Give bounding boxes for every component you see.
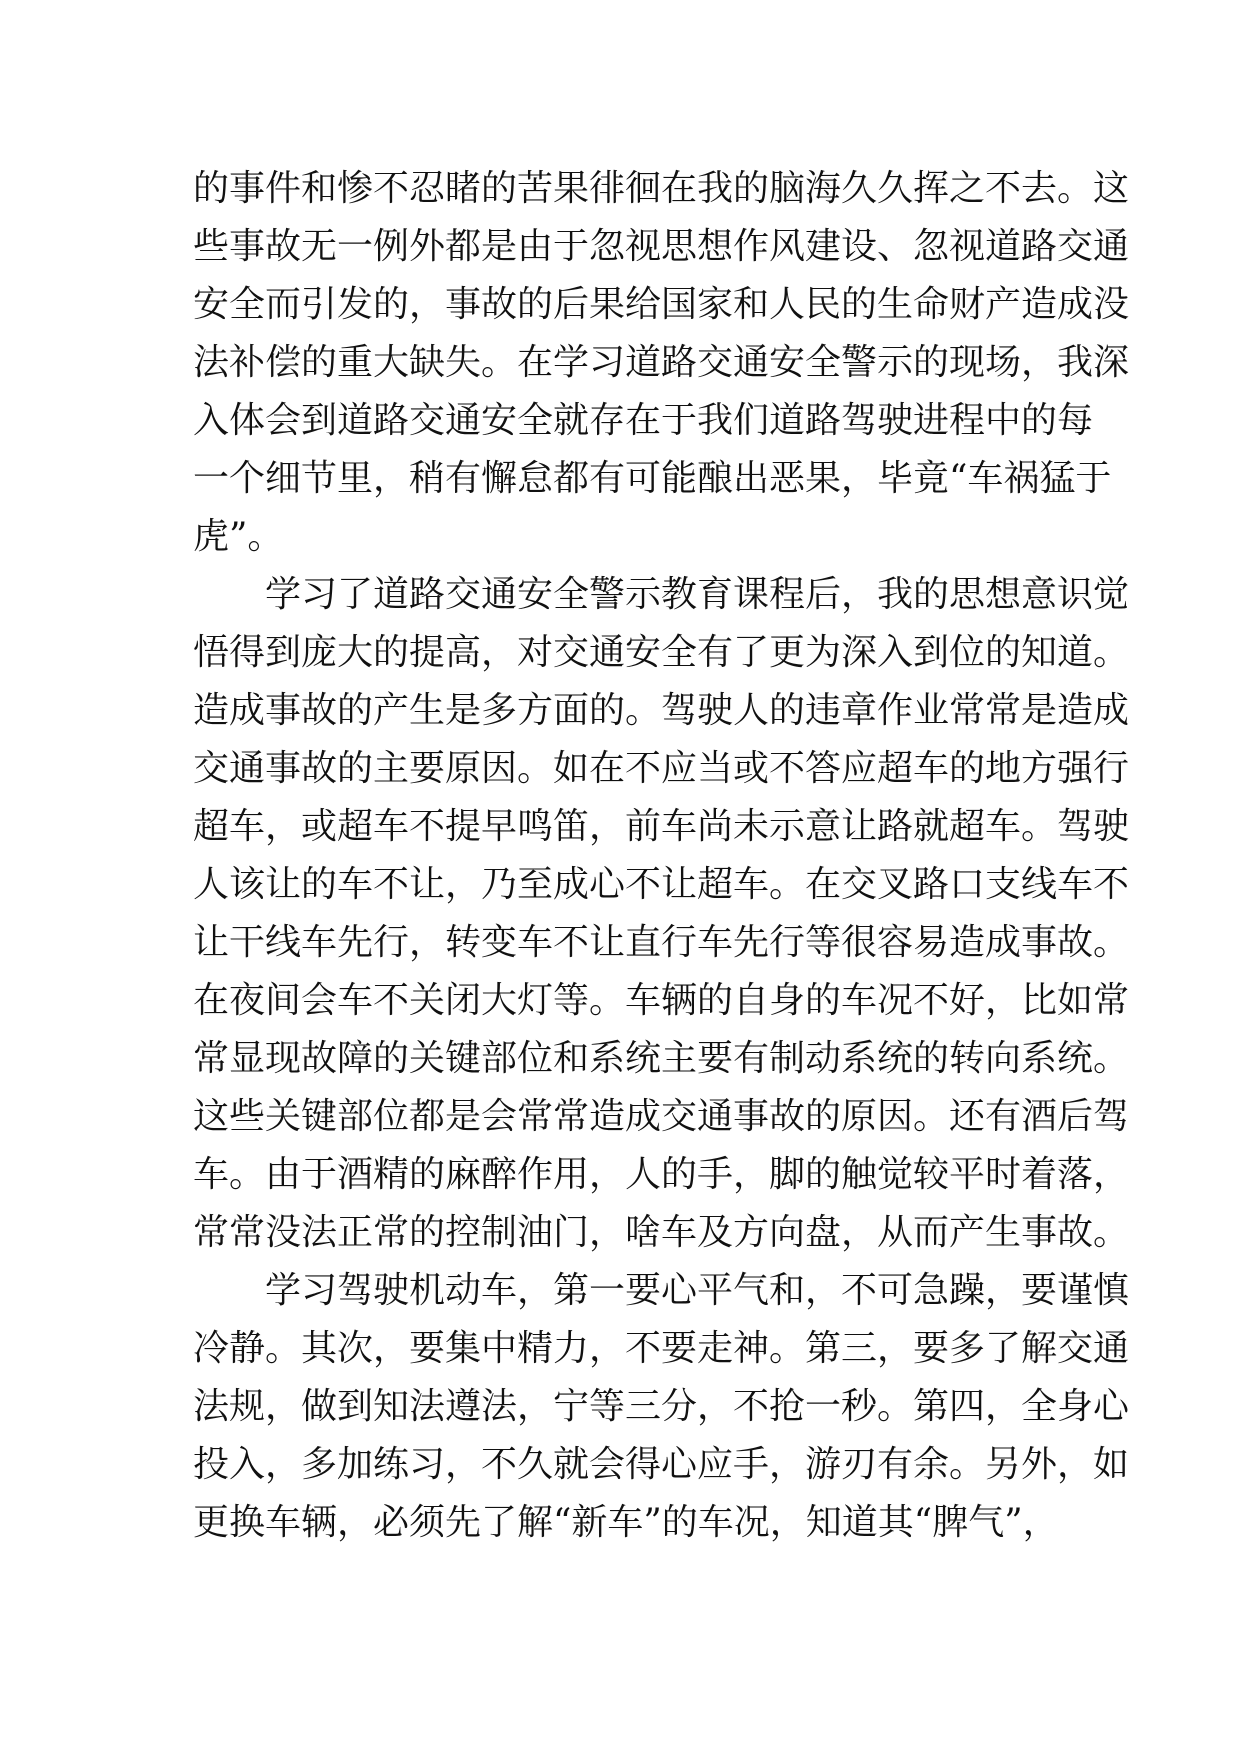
text-line: 法规，做到知法遵法，宁等三分，不抢一秒。第四，全身心 bbox=[193, 1386, 1130, 1427]
text-line: 投入，多加练习，不久就会得心应手，游刃有余。另外，如 bbox=[193, 1444, 1130, 1485]
paragraph-first-line: 学习驾驶机动车，第一要心平气和，不可急躁，要谨慎 bbox=[265, 1270, 1130, 1311]
text-line: 更换车辆，必须先了解“新车”的车况，知道其“脾气”， bbox=[193, 1502, 1059, 1543]
text-line: 造成事故的产生是多方面的。驾驶人的违章作业常常是造成 bbox=[193, 690, 1130, 731]
text-line: 一个细节里，稍有懈怠都有可能酿出恶果，毕竟“车祸猛于 bbox=[193, 458, 1112, 499]
text-line: 安全而引发的，事故的后果给国家和人民的生命财产造成没 bbox=[193, 284, 1130, 325]
text-line: 些事故无一例外都是由于忽视思想作风建设、忽视道路交通 bbox=[193, 226, 1130, 267]
text-line: 入体会到道路交通安全就存在于我们道路驾驶进程中的每 bbox=[193, 400, 1094, 441]
paragraph-first-line: 学习了道路交通安全警示教育课程后，我的思想意识觉 bbox=[265, 574, 1130, 615]
text-line: 超车，或超车不提早鸣笛，前车尚未示意让路就超车。驾驶 bbox=[193, 806, 1130, 847]
text-line: 常显现故障的关键部位和系统主要有制动系统的转向系统。 bbox=[193, 1038, 1130, 1079]
text-line: 这些关键部位都是会常常造成交通事故的原因。还有酒后驾 bbox=[193, 1096, 1130, 1137]
text-line: 悟得到庞大的提高，对交通安全有了更为深入到位的知道。 bbox=[193, 632, 1130, 673]
text-line: 交通事故的主要原因。如在不应当或不答应超车的地方强行 bbox=[193, 748, 1130, 789]
text-line: 车。由于酒精的麻醉作用，人的手，脚的触觉较平时着落， bbox=[193, 1154, 1130, 1195]
text-line: 法补偿的重大缺失。在学习道路交通安全警示的现场，我深 bbox=[193, 342, 1130, 383]
text-line: 让干线车先行，转变车不让直行车先行等很容易造成事故。 bbox=[193, 922, 1130, 963]
text-line: 冷静。其次，要集中精力，不要走神。第三，要多了解交通 bbox=[193, 1328, 1130, 1369]
text-line: 虎”。 bbox=[193, 516, 284, 557]
text-line: 常常没法正常的控制油门，啥车及方向盘，从而产生事故。 bbox=[193, 1212, 1130, 1253]
text-line: 的事件和惨不忍睹的苦果徘徊在我的脑海久久挥之不去。这 bbox=[193, 168, 1130, 209]
text-line: 人该让的车不让，乃至成心不让超车。在交叉路口支线车不 bbox=[193, 864, 1130, 905]
text-line: 在夜间会车不关闭大灯等。车辆的自身的车况不好，比如常 bbox=[193, 980, 1130, 1021]
